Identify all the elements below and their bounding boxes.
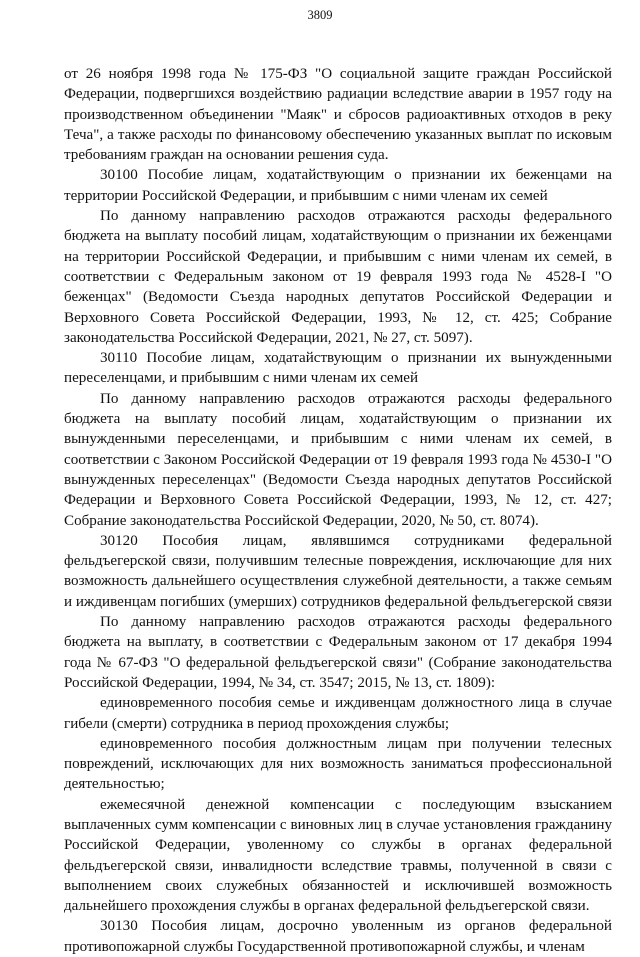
- document-body: [64, 64, 612, 957]
- section-heading-30100: 30100 Пособие лицам, ходатайствующим о признании их беженцами на территории Российской Федерации, и прибывшим с ними членам их семей: [64, 167, 612, 204]
- page-number: 3809: [307, 8, 333, 22]
- section-heading-30120: 30120 Пособия лицам, являвшимся сотрудниками федеральной фельдъегерской связи, получившим телесные повреждения, исключающие для них возможность дальнейшего осуществления служебной деятельности, а также семьям и иждивенцам погибших (умерших) сотрудников федеральной фельдъегерской связи: [64, 532, 612, 610]
- list-item-lump-sum-injury: единовременного пособия должностным лицам при получении телесных повреждений, исключающих для них возможность заниматься профессиональной деятельностью;: [64, 735, 612, 793]
- list-item-monthly-compensation: ежемесячной денежной компенсации с последующим взысканием выплаченных сумм компенсации с виновных лиц в случае установления гражданину Российской Федерации, уволенному со службы в органах федеральной фельдъегерской связи, инвалидности вследствие травмы, полученной в связи с выполнением своих служебных обязанностей и исключившей возможность дальнейшего прохождения службы в органах федеральной фельдъегерской связи.: [64, 796, 612, 915]
- paragraph-continuation: от 26 ноября 1998 года № 175-ФЗ "О социальной защите граждан Российской Федерации, подвергшихся воздействию радиации вследствие аварии в 1957 году на производственном объединении "Маяк" и сбросов радиоактивных отходов в реку Теча", а также расходы по финансовому обеспечению указанных выплат по исковым требованиям граждан на основании решения суда.: [64, 66, 612, 164]
- paragraph-30120-description: По данному направлению расходов отражаются расходы федерального бюджета на выплату, в соответствии с Федеральным законом от 17 декабря 1994 года № 67-ФЗ "О федеральной фельдъегерской связи" (Собрание законодательства Российской Федерации, 1994, № 34, ст. 3547; 2015, № 13, ст. 1809):: [64, 614, 612, 691]
- paragraph-30100-description: По данному направлению расходов отражаются расходы федерального бюджета на выплату пособий лицам, ходатайствующим о признании их беженцами на территории Российской Федерации, и прибывшим с ними членам их семей, в соответствии с Федеральным законом от 19 февраля 1993 года № 4528-I "О беженцах" (Ведомости Съезда народных депутатов Российской Федерации и Верховного Совета Российской Федерации, 1993, № 12, ст. 425; Собрание законодательства Российской Федерации, 2021, № 27, ст. 5097).: [64, 208, 612, 346]
- section-heading-30130: 30130 Пособия лицам, досрочно уволенным из органов федеральной противопожарной службы Государственной противопожарной службы, и членам: [64, 918, 612, 955]
- list-item-lump-sum-family: единовременного пособия семье и иждивенцам должностного лица в случае гибели (смерти) сотрудника в период прохождения службы;: [64, 695, 612, 732]
- section-heading-30110: 30110 Пособие лицам, ходатайствующим о признании их вынужденными переселенцами, и прибывшим с ними членам их семей: [64, 350, 612, 387]
- paragraph-30110-description: По данному направлению расходов отражаются расходы федерального бюджета на выплату пособий лицам, ходатайствующим о признании их вынужденными переселенцами, и прибывшим с ними членам их семей, в соответствии с Законом Российской Федерации от 19 февраля 1993 года № 4530-I "О вынужденных переселенцах" (Ведомости Съезда народных депутатов Российской Федерации и Верховного Совета Российской Федерации, 1993, № 12, ст. 427; Собрание законодательства Российской Федерации, 2020, № 50, ст. 8074).: [64, 390, 612, 529]
